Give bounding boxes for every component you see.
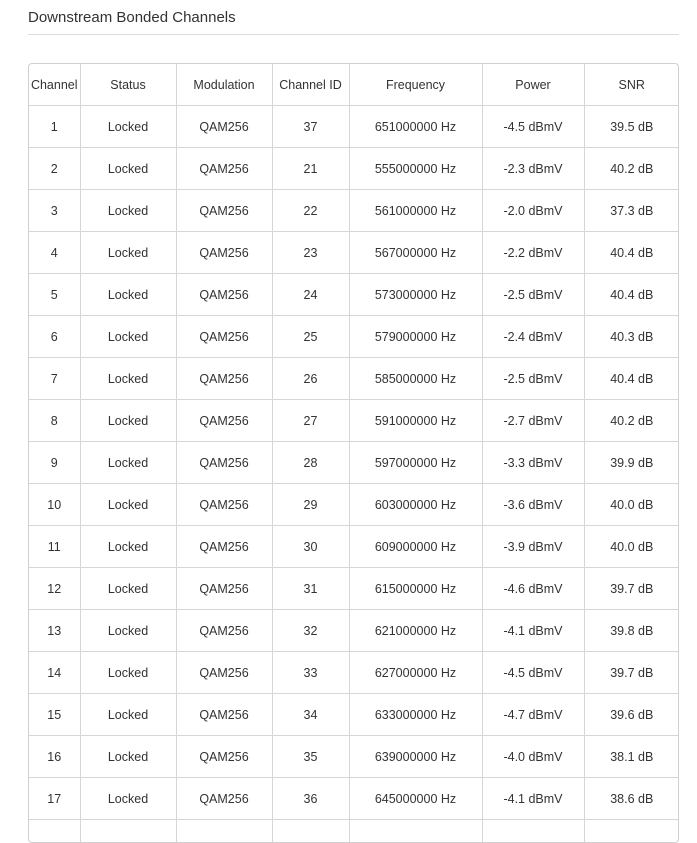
cell-status <box>80 820 176 843</box>
cell-power: -2.4 dBmV <box>482 316 584 358</box>
section-title: Downstream Bonded Channels <box>28 9 236 27</box>
cell-modulation: QAM256 <box>176 652 272 694</box>
cell-snr: 38.6 dB <box>584 778 679 820</box>
cell-channel-id: 37 <box>272 106 349 148</box>
cell-channel-id: 24 <box>272 274 349 316</box>
cell-snr: 40.4 dB <box>584 232 679 274</box>
table-body <box>29 106 679 843</box>
cell-status: Locked <box>80 358 176 400</box>
cell-frequency: 621000000 Hz <box>349 610 482 652</box>
table-row <box>29 316 679 358</box>
cell-snr: 38.1 dB <box>584 736 679 778</box>
cell-snr: 40.0 dB <box>584 484 679 526</box>
cell-frequency: 651000000 Hz <box>349 106 482 148</box>
cell-snr: 39.6 dB <box>584 694 679 736</box>
cell-status: Locked <box>80 274 176 316</box>
cell-channel: 5 <box>29 274 80 316</box>
cell-power <box>482 820 584 843</box>
cell-frequency: 627000000 Hz <box>349 652 482 694</box>
cell-frequency <box>349 820 482 843</box>
cell-status: Locked <box>80 526 176 568</box>
cell-snr <box>584 820 679 843</box>
cell-frequency: 615000000 Hz <box>349 568 482 610</box>
cell-modulation: QAM256 <box>176 274 272 316</box>
cell-status: Locked <box>80 778 176 820</box>
cell-frequency: 609000000 Hz <box>349 526 482 568</box>
cell-channel-id: 25 <box>272 316 349 358</box>
cell-channel-id: 28 <box>272 442 349 484</box>
cell-channel-id <box>272 820 349 843</box>
cell-modulation: QAM256 <box>176 148 272 190</box>
cell-frequency: 639000000 Hz <box>349 736 482 778</box>
cell-modulation: QAM256 <box>176 442 272 484</box>
cell-frequency: 573000000 Hz <box>349 274 482 316</box>
column-header-modulation: Modulation <box>176 64 272 106</box>
cell-frequency: 561000000 Hz <box>349 190 482 232</box>
cell-channel-id: 27 <box>272 400 349 442</box>
cell-channel: 3 <box>29 190 80 232</box>
table-row <box>29 484 679 526</box>
cell-status: Locked <box>80 106 176 148</box>
cell-channel-id: 32 <box>272 610 349 652</box>
cell-frequency: 633000000 Hz <box>349 694 482 736</box>
cell-status: Locked <box>80 148 176 190</box>
column-header-power: Power <box>482 64 584 106</box>
cell-channel: 15 <box>29 694 80 736</box>
cell-channel-id: 29 <box>272 484 349 526</box>
cell-channel-id: 33 <box>272 652 349 694</box>
cell-modulation: QAM256 <box>176 568 272 610</box>
cell-power: -4.1 dBmV <box>482 778 584 820</box>
cell-modulation: QAM256 <box>176 358 272 400</box>
cell-frequency: 597000000 Hz <box>349 442 482 484</box>
cell-power: -4.6 dBmV <box>482 568 584 610</box>
cell-status: Locked <box>80 694 176 736</box>
cell-status: Locked <box>80 190 176 232</box>
cell-channel: 9 <box>29 442 80 484</box>
cell-modulation: QAM256 <box>176 736 272 778</box>
header-row <box>29 64 679 106</box>
cell-status: Locked <box>80 568 176 610</box>
cell-frequency: 555000000 Hz <box>349 148 482 190</box>
table-row <box>29 400 679 442</box>
table-row <box>29 778 679 820</box>
cell-channel: 11 <box>29 526 80 568</box>
cell-frequency: 603000000 Hz <box>349 484 482 526</box>
table-row <box>29 610 679 652</box>
cell-channel-id: 35 <box>272 736 349 778</box>
table-row <box>29 442 679 484</box>
table-row <box>29 694 679 736</box>
cell-status: Locked <box>80 232 176 274</box>
table-row <box>29 358 679 400</box>
cell-power: -2.0 dBmV <box>482 190 584 232</box>
cell-channel: 17 <box>29 778 80 820</box>
column-header-frequency: Frequency <box>349 64 482 106</box>
cell-channel-id: 23 <box>272 232 349 274</box>
column-header-channel: Channel <box>29 64 80 106</box>
cell-snr: 40.4 dB <box>584 358 679 400</box>
cell-channel: 2 <box>29 148 80 190</box>
cell-channel: 14 <box>29 652 80 694</box>
cell-power: -4.5 dBmV <box>482 652 584 694</box>
column-header-status: Status <box>80 64 176 106</box>
cell-modulation: QAM256 <box>176 694 272 736</box>
cell-power: -2.3 dBmV <box>482 148 584 190</box>
cell-channel-id: 21 <box>272 148 349 190</box>
table-row <box>29 526 679 568</box>
cell-snr: 39.5 dB <box>584 106 679 148</box>
cell-channel: 7 <box>29 358 80 400</box>
cell-snr: 39.9 dB <box>584 442 679 484</box>
cell-channel: 13 <box>29 610 80 652</box>
cell-power: -3.6 dBmV <box>482 484 584 526</box>
cell-channel: 6 <box>29 316 80 358</box>
cell-snr: 40.3 dB <box>584 316 679 358</box>
cell-channel-id: 30 <box>272 526 349 568</box>
cell-modulation: QAM256 <box>176 106 272 148</box>
cell-status: Locked <box>80 400 176 442</box>
cell-modulation: QAM256 <box>176 316 272 358</box>
cell-snr: 40.0 dB <box>584 526 679 568</box>
cell-snr: 40.2 dB <box>584 400 679 442</box>
cell-snr: 39.7 dB <box>584 568 679 610</box>
cell-power: -2.2 dBmV <box>482 232 584 274</box>
table-row <box>29 736 679 778</box>
cell-power: -4.7 dBmV <box>482 694 584 736</box>
cell-frequency: 591000000 Hz <box>349 400 482 442</box>
table-header <box>29 64 679 106</box>
cell-power: -4.0 dBmV <box>482 736 584 778</box>
cell-channel: 8 <box>29 400 80 442</box>
table-row <box>29 568 679 610</box>
column-header-channel-id: Channel ID <box>272 64 349 106</box>
cell-status: Locked <box>80 736 176 778</box>
cell-channel: 12 <box>29 568 80 610</box>
cell-snr: 40.2 dB <box>584 148 679 190</box>
cell-frequency: 585000000 Hz <box>349 358 482 400</box>
cell-status: Locked <box>80 652 176 694</box>
cell-channel: 1 <box>29 106 80 148</box>
cell-channel-id: 34 <box>272 694 349 736</box>
downstream-channels-table <box>29 64 679 843</box>
table-row <box>29 232 679 274</box>
cell-modulation: QAM256 <box>176 484 272 526</box>
cell-channel: 16 <box>29 736 80 778</box>
cell-channel-id: 26 <box>272 358 349 400</box>
cell-power: -3.9 dBmV <box>482 526 584 568</box>
cell-modulation: QAM256 <box>176 778 272 820</box>
table-row <box>29 190 679 232</box>
cell-power: -2.5 dBmV <box>482 358 584 400</box>
cell-power: -4.5 dBmV <box>482 106 584 148</box>
table-row <box>29 274 679 316</box>
cell-status: Locked <box>80 442 176 484</box>
table-row <box>29 820 679 843</box>
cell-frequency: 567000000 Hz <box>349 232 482 274</box>
cell-power: -2.7 dBmV <box>482 400 584 442</box>
cell-snr: 39.8 dB <box>584 610 679 652</box>
cell-modulation: QAM256 <box>176 232 272 274</box>
cell-power: -2.5 dBmV <box>482 274 584 316</box>
cell-snr: 37.3 dB <box>584 190 679 232</box>
cell-status: Locked <box>80 484 176 526</box>
cell-modulation: QAM256 <box>176 526 272 568</box>
cell-channel: 10 <box>29 484 80 526</box>
cell-power: -4.1 dBmV <box>482 610 584 652</box>
cell-snr: 40.4 dB <box>584 274 679 316</box>
cell-status: Locked <box>80 316 176 358</box>
title-divider <box>28 34 679 35</box>
cell-channel: 4 <box>29 232 80 274</box>
cell-modulation: QAM256 <box>176 190 272 232</box>
cell-modulation: QAM256 <box>176 610 272 652</box>
cell-modulation <box>176 820 272 843</box>
cell-snr: 39.7 dB <box>584 652 679 694</box>
cell-frequency: 579000000 Hz <box>349 316 482 358</box>
cell-frequency: 645000000 Hz <box>349 778 482 820</box>
table-row <box>29 106 679 148</box>
cell-status: Locked <box>80 610 176 652</box>
cell-modulation: QAM256 <box>176 400 272 442</box>
cell-channel-id: 31 <box>272 568 349 610</box>
table-row <box>29 148 679 190</box>
table-row <box>29 652 679 694</box>
cell-channel-id: 36 <box>272 778 349 820</box>
downstream-channels-table-container <box>28 63 679 843</box>
column-header-snr: SNR <box>584 64 679 106</box>
cell-power: -3.3 dBmV <box>482 442 584 484</box>
cell-channel-id: 22 <box>272 190 349 232</box>
cell-channel <box>29 820 80 843</box>
